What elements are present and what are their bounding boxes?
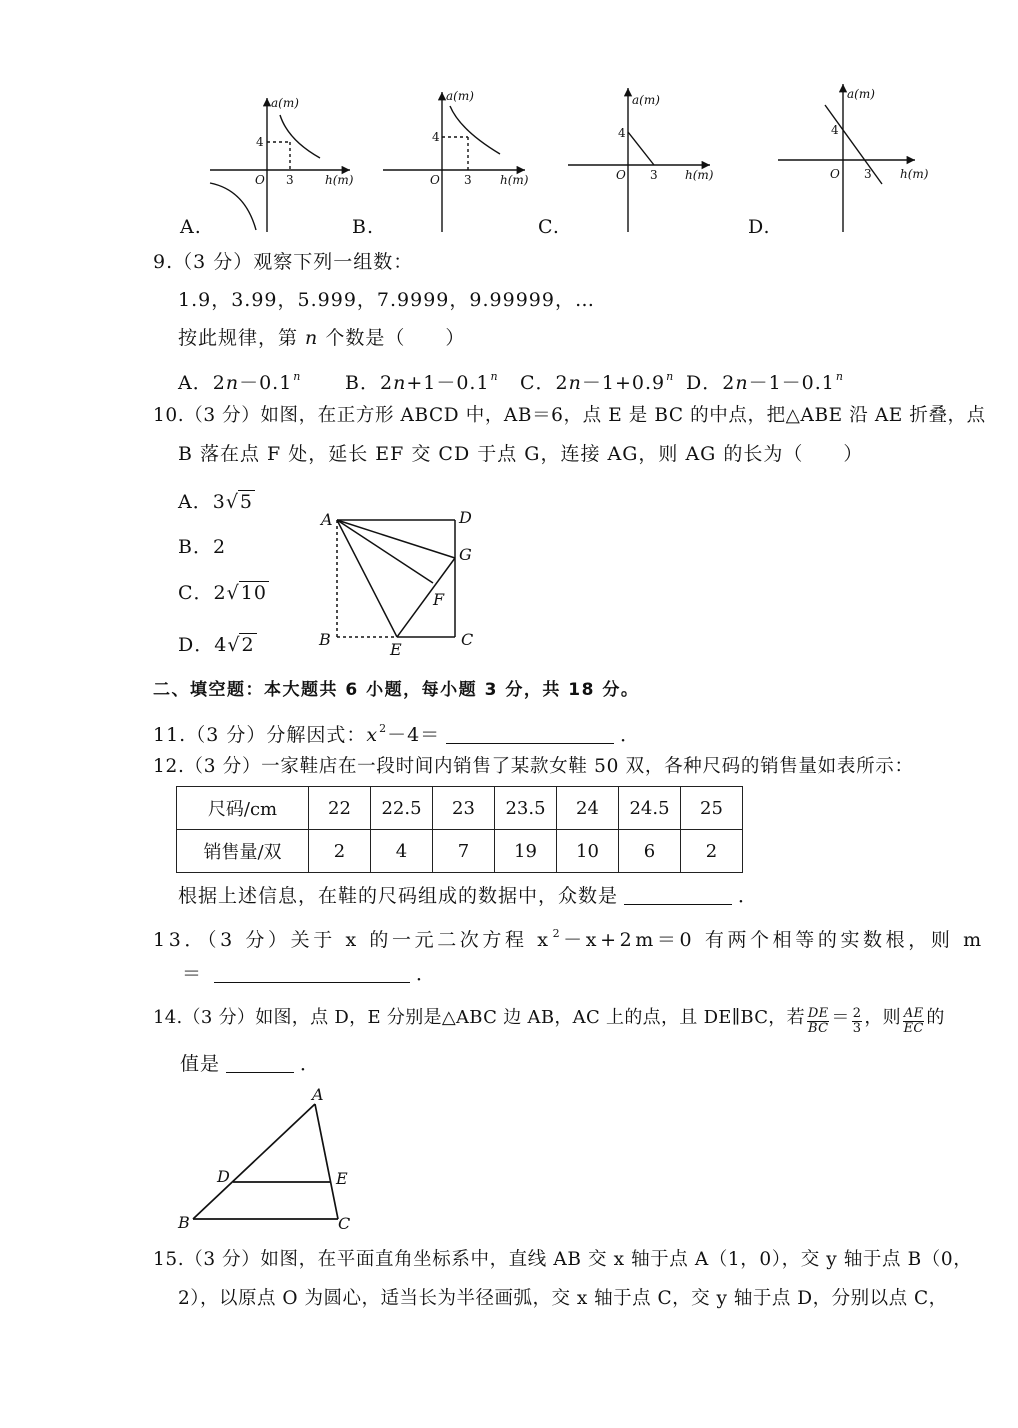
graph-label-c[interactable]: C.	[538, 216, 560, 238]
table-cell: 7	[433, 830, 495, 873]
q13-answer-blank[interactable]	[214, 964, 410, 983]
svg-text:4: 4	[618, 126, 626, 140]
svg-text:E: E	[336, 1169, 348, 1188]
svg-text:C: C	[338, 1214, 351, 1233]
table-header-cell: 销售量/双	[177, 830, 309, 873]
svg-text:h(m): h(m)	[325, 173, 354, 187]
svg-text:h(m): h(m)	[900, 167, 929, 181]
option-graphs	[170, 80, 960, 240]
graph-label-d[interactable]: D.	[748, 216, 771, 238]
svg-text:A: A	[312, 1085, 324, 1104]
q9-option-d[interactable]: D．$2n-1-0.1^n$	[686, 370, 844, 394]
svg-text:O: O	[616, 168, 626, 182]
table-cell: 19	[495, 830, 557, 873]
svg-text:D: D	[459, 508, 472, 527]
svg-text:O: O	[830, 167, 840, 181]
q12-answer-blank[interactable]	[624, 886, 732, 905]
graph-b	[383, 92, 525, 232]
svg-text:3: 3	[864, 167, 872, 181]
svg-text:h(m): h(m)	[685, 168, 714, 182]
svg-text:3: 3	[650, 168, 658, 182]
q12-stem: 12.（3 分）一家鞋店在一段时间内销售了某款女鞋 50 双，各种尺码的销售量如表所示：	[153, 756, 914, 777]
q10-option-a[interactable]: A．3√5	[178, 491, 254, 513]
svg-text:B: B	[178, 1213, 190, 1232]
q12-ask: 根据上述信息，在鞋的尺码组成的数据中，众数是 ．	[178, 885, 759, 907]
q9-option-a[interactable]: A．$2n-0.1^n$	[178, 370, 302, 394]
graph-label-b[interactable]: B.	[352, 216, 375, 238]
graph-c	[568, 88, 710, 232]
graph-label-a[interactable]: A.	[180, 216, 202, 238]
table-header-cell: 尺码/cm	[177, 787, 309, 830]
table-cell: 22.5	[371, 787, 433, 830]
q14-line1: 14.（3 分）如图，点 D，E 分别是△ABC 边 AB，AC 上的点，且 DE∥BC，若 $\frac{DE}{BC}$ ＝ $\frac{2}{3}$ ，则 $\frac{AE}{EC}$ 的	[153, 1006, 945, 1036]
q13-line1: 13．（3 分）关于 x 的一元二次方程 $x^2-x+2m=0$ 有两个相等的实数根，则 m	[153, 927, 985, 951]
graph-d	[778, 84, 915, 232]
svg-text:C: C	[461, 630, 474, 649]
svg-text:a(m): a(m)	[847, 87, 875, 101]
svg-text:a(m): a(m)	[632, 93, 660, 107]
svg-text:a(m): a(m)	[446, 89, 474, 103]
section-2-heading: 二、填空题：本大题共 6 小题，每小题 3 分，共 18 分。	[153, 680, 640, 700]
svg-text:O: O	[255, 173, 265, 187]
svg-text:E: E	[390, 640, 402, 655]
svg-text:h(m): h(m)	[500, 173, 529, 187]
q9-option-c[interactable]: C．$2n-1+0.9^n$	[520, 370, 675, 394]
q14-figure	[170, 1082, 370, 1234]
table-cell: 23.5	[495, 787, 557, 830]
q13-line2: ＝ ．	[182, 963, 437, 985]
q10-line1: 10.（3 分）如图，在正方形 ABCD 中，AB＝6，点 E 是 BC 的中点，把△ABE 沿 AE 折叠，点	[153, 405, 986, 426]
q11-answer-blank[interactable]	[446, 725, 614, 744]
q12-size-table	[176, 786, 743, 873]
svg-text:4: 4	[831, 123, 839, 137]
table-row	[177, 830, 743, 873]
svg-text:O: O	[430, 173, 440, 187]
svg-text:3: 3	[464, 173, 472, 187]
svg-text:G: G	[459, 545, 472, 564]
table-cell: 25	[681, 787, 743, 830]
svg-text:3: 3	[286, 173, 294, 187]
q10-option-d[interactable]: D．4√2	[178, 634, 255, 656]
table-cell: 10	[557, 830, 619, 873]
q15-line2: 2），以原点 O 为圆心，适当长为半径画弧，交 x 轴于点 C，交 y 轴于点 D，分别以点 C，	[178, 1288, 948, 1309]
q10-option-c[interactable]: C．2√10	[178, 582, 267, 604]
graph-a	[210, 98, 350, 232]
table-cell: 24.5	[619, 787, 681, 830]
svg-text:4: 4	[256, 135, 264, 149]
table-cell: 22	[309, 787, 371, 830]
q10-figure	[315, 505, 485, 655]
q9-sequence: 1.9，3.99，5.999，7.9999，9.99999，…	[178, 289, 595, 311]
svg-text:a(m): a(m)	[271, 96, 299, 110]
table-cell: 6	[619, 830, 681, 873]
table-row	[177, 787, 743, 830]
q10-line2: B 落在点 F 处，延长 EF 交 CD 于点 G，连接 AG，则 AG 的长为（ ）	[178, 443, 864, 465]
q9-ask: 按此规律，第 n 个数是（ ）	[178, 327, 466, 349]
q9-option-b[interactable]: B．$2n+1-0.1^n$	[345, 370, 499, 394]
table-cell: 2	[309, 830, 371, 873]
svg-text:A: A	[321, 510, 333, 529]
q15-line1: 15.（3 分）如图，在平面直角坐标系中，直线 AB 交 x 轴于点 A（1，0），交 y 轴于点 B（0，	[153, 1249, 973, 1270]
table-cell: 4	[371, 830, 433, 873]
q10-option-b[interactable]: B．2	[178, 536, 227, 558]
svg-text:4: 4	[432, 130, 440, 144]
q11: 11.（3 分）分解因式：$x^2-4=$ ．	[153, 722, 641, 746]
svg-text:F: F	[433, 590, 445, 609]
q14-line2: 值是 ．	[180, 1053, 321, 1075]
table-cell: 24	[557, 787, 619, 830]
table-cell: 2	[681, 830, 743, 873]
q14-answer-blank[interactable]	[226, 1054, 294, 1073]
svg-text:D: D	[217, 1167, 230, 1186]
svg-text:B: B	[319, 630, 331, 649]
q9-stem: 9.（3 分）观察下列一组数：	[153, 251, 414, 273]
table-cell: 23	[433, 787, 495, 830]
